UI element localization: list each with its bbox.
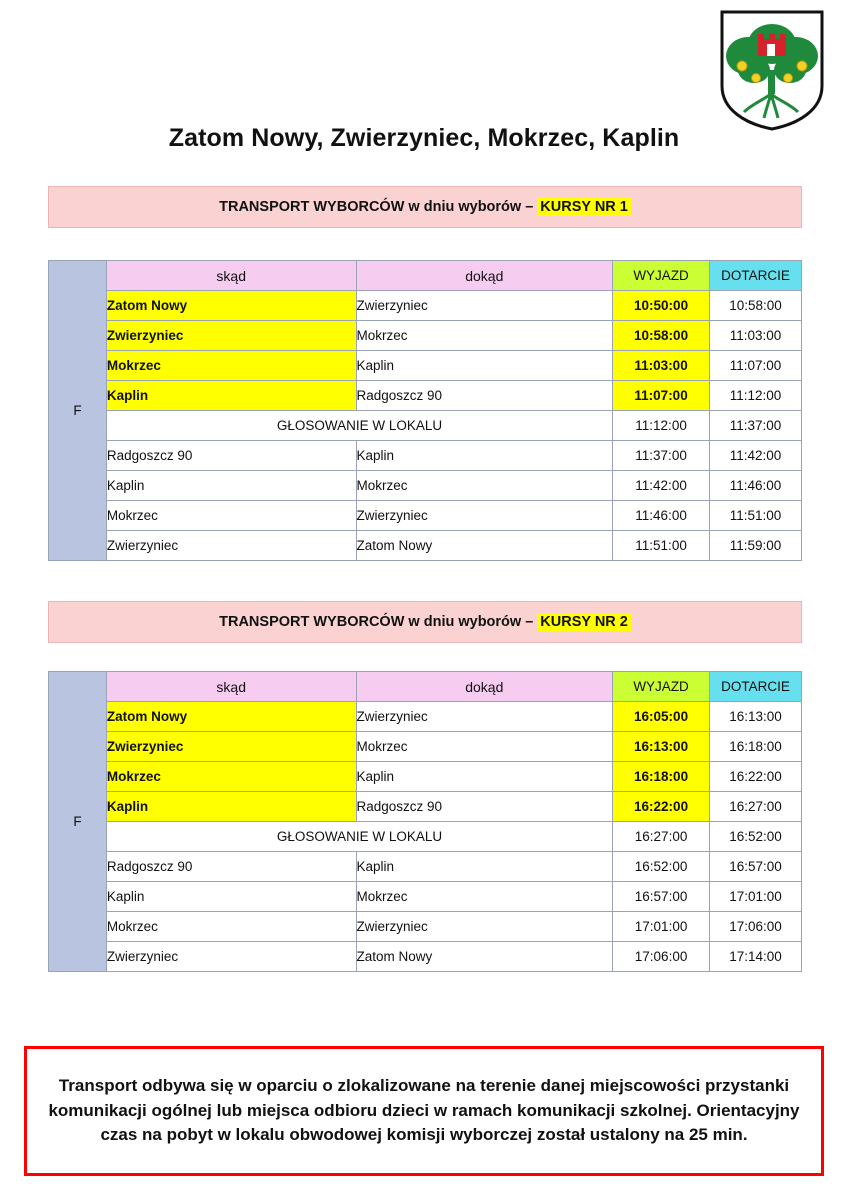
header-to: dokąd [356, 672, 613, 702]
table-row [49, 471, 802, 501]
header-departure: WYJAZD [613, 672, 710, 702]
cell-departure: 11:03:00 [613, 351, 710, 381]
table-row [49, 321, 802, 351]
table-header-row [49, 261, 802, 291]
schedule-table-2 [48, 671, 802, 972]
footer-note-text: Transport odbywa się w oparciu o zlokalizowane na terenie danej miejscowości przystanki komunikacji ogólnej lub miejsca odbioru dzieci w ramach komunikacji szkolnej. Orientacyjny czas na pobyt w lokalu obwodowej komisji wyborczej został ustalony na 25 min. [48, 1076, 800, 1145]
table-row [49, 732, 802, 762]
cell-arrival: 11:03:00 [710, 321, 802, 351]
table-row [49, 792, 802, 822]
cell-from: Mokrzec [106, 351, 356, 381]
banner-1-highlight: KURSY NR 1 [537, 198, 631, 216]
header-arrival: DOTARCIE [710, 672, 802, 702]
table-row [49, 762, 802, 792]
table-row [49, 441, 802, 471]
cell-arrival: 11:59:00 [710, 531, 802, 561]
cell-departure: 17:01:00 [613, 912, 710, 942]
cell-to: Zatom Nowy [356, 942, 613, 972]
cell-arrival: 16:27:00 [710, 792, 802, 822]
table-row [49, 291, 802, 321]
banner-1-text: TRANSPORT WYBORCÓW w dniu wyborów – [219, 199, 534, 215]
cell-departure: 11:07:00 [613, 381, 710, 411]
cell-departure: 11:46:00 [613, 501, 710, 531]
cell-from: Kaplin [106, 471, 356, 501]
banner-2-text: TRANSPORT WYBORCÓW w dniu wyborów – [219, 614, 534, 630]
cell-arrival: 11:46:00 [710, 471, 802, 501]
footer-note-box [24, 1046, 824, 1176]
cell-from: Mokrzec [106, 501, 356, 531]
cell-to: Zwierzyniec [356, 291, 613, 321]
cell-arrival: 16:52:00 [710, 822, 802, 852]
cell-departure: 17:06:00 [613, 942, 710, 972]
cell-to: Zatom Nowy [356, 531, 613, 561]
cell-to: Mokrzec [356, 471, 613, 501]
cell-to: Kaplin [356, 762, 613, 792]
cell-from: Mokrzec [106, 912, 356, 942]
cell-departure: 16:27:00 [613, 822, 710, 852]
cell-to: Zwierzyniec [356, 912, 613, 942]
cell-from: Mokrzec [106, 762, 356, 792]
cell-arrival: 11:07:00 [710, 351, 802, 381]
cell-arrival: 17:14:00 [710, 942, 802, 972]
cell-arrival: 11:42:00 [710, 441, 802, 471]
table-row-voting [49, 822, 802, 852]
cell-departure: 10:58:00 [613, 321, 710, 351]
cell-departure: 10:50:00 [613, 291, 710, 321]
cell-to: Mokrzec [356, 732, 613, 762]
header-departure: WYJAZD [613, 261, 710, 291]
cell-departure: 11:51:00 [613, 531, 710, 561]
cell-to: Kaplin [356, 441, 613, 471]
table-row-voting [49, 411, 802, 441]
cell-from: Kaplin [106, 882, 356, 912]
table-row [49, 882, 802, 912]
table-row [49, 531, 802, 561]
cell-departure: 16:52:00 [613, 852, 710, 882]
table-row [49, 912, 802, 942]
cell-arrival: 11:37:00 [710, 411, 802, 441]
banner-kursy-2 [48, 601, 802, 643]
cell-departure: 16:22:00 [613, 792, 710, 822]
header-from: skąd [106, 672, 356, 702]
cell-arrival: 11:12:00 [710, 381, 802, 411]
cell-to: Mokrzec [356, 882, 613, 912]
cell-from: Zwierzyniec [106, 942, 356, 972]
cell-arrival: 10:58:00 [710, 291, 802, 321]
table-row [49, 702, 802, 732]
cell-departure: 16:18:00 [613, 762, 710, 792]
cell-arrival: 17:06:00 [710, 912, 802, 942]
cell-to: Radgoszcz 90 [356, 381, 613, 411]
table-row [49, 501, 802, 531]
cell-departure: 16:05:00 [613, 702, 710, 732]
cell-departure: 11:12:00 [613, 411, 710, 441]
table-row [49, 381, 802, 411]
cell-from: Radgoszcz 90 [106, 441, 356, 471]
cell-to: Zwierzyniec [356, 501, 613, 531]
banner-2-highlight: KURSY NR 2 [537, 613, 631, 631]
cell-departure: 16:13:00 [613, 732, 710, 762]
cell-from: Kaplin [106, 381, 356, 411]
cell-to: Kaplin [356, 351, 613, 381]
banner-kursy-1 [48, 186, 802, 228]
cell-from: Zwierzyniec [106, 732, 356, 762]
cell-arrival: 16:18:00 [710, 732, 802, 762]
cell-from: Zwierzyniec [106, 531, 356, 561]
header-from: skąd [106, 261, 356, 291]
table-row [49, 351, 802, 381]
cell-departure: 16:57:00 [613, 882, 710, 912]
header-arrival: DOTARCIE [710, 261, 802, 291]
table-row [49, 942, 802, 972]
cell-to: Zwierzyniec [356, 702, 613, 732]
cell-arrival: 17:01:00 [710, 882, 802, 912]
cell-from: Zatom Nowy [106, 702, 356, 732]
cell-voting-label: GŁOSOWANIE W LOKALU [106, 411, 612, 441]
route-label-cell: F [49, 672, 107, 972]
cell-to: Radgoszcz 90 [356, 792, 613, 822]
cell-departure: 11:37:00 [613, 441, 710, 471]
cell-arrival: 11:51:00 [710, 501, 802, 531]
cell-from: Zwierzyniec [106, 321, 356, 351]
cell-arrival: 16:22:00 [710, 762, 802, 792]
cell-to: Mokrzec [356, 321, 613, 351]
table-header-row [49, 672, 802, 702]
route-label-cell: F [49, 261, 107, 561]
page-title: Zatom Nowy, Zwierzyniec, Mokrzec, Kaplin [168, 124, 680, 152]
coat-of-arms-icon [718, 8, 826, 133]
table-row [49, 852, 802, 882]
cell-from: Radgoszcz 90 [106, 852, 356, 882]
header-to: dokąd [356, 261, 613, 291]
cell-departure: 11:42:00 [613, 471, 710, 501]
cell-from: Kaplin [106, 792, 356, 822]
cell-voting-label: GŁOSOWANIE W LOKALU [106, 822, 612, 852]
cell-arrival: 16:13:00 [710, 702, 802, 732]
cell-arrival: 16:57:00 [710, 852, 802, 882]
cell-to: Kaplin [356, 852, 613, 882]
cell-from: Zatom Nowy [106, 291, 356, 321]
schedule-table-1 [48, 260, 802, 561]
